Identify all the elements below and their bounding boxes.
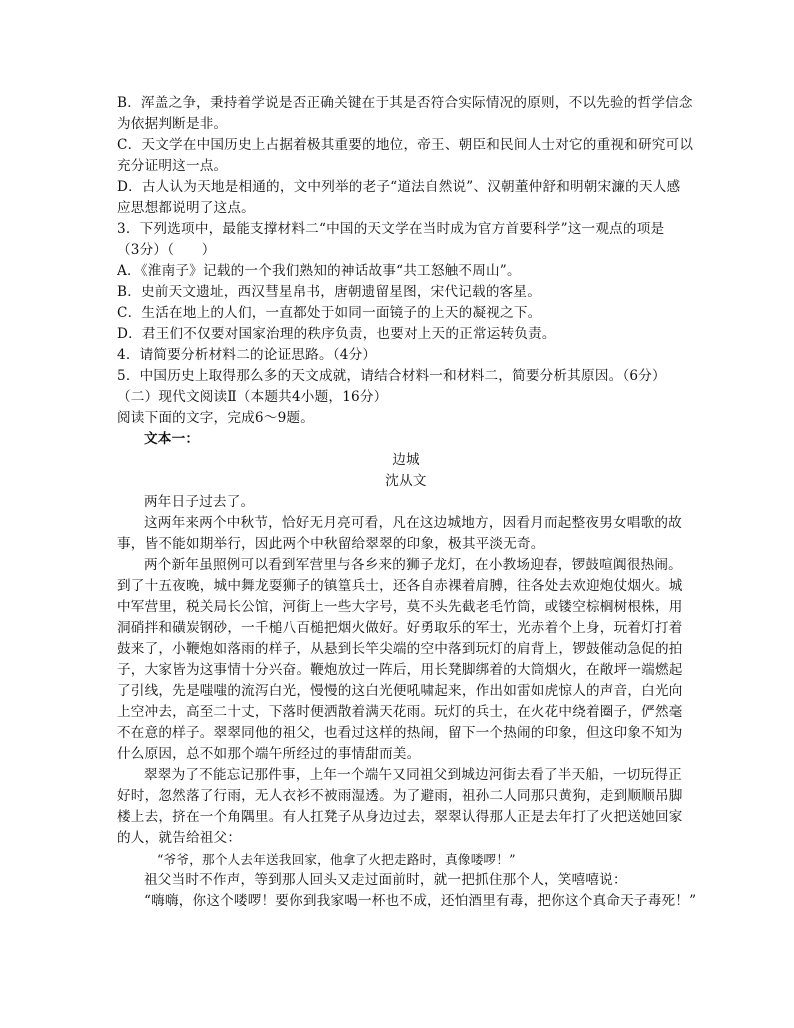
- passage-line: 事，皆不能如期举行，因此两个中秋留给翠翠的印象，极其平淡无奇。: [117, 536, 545, 552]
- passage-line: 不在意的样子。翠翠同他的祖父，也看过这样的热闹，留下一个热闹的印象，但这印象不知为: [117, 725, 683, 741]
- passage-line: 祖父当时不作声，等到那人回头又走过面前时，就一把抓住那个人，笑嘻嘻说：: [144, 872, 627, 888]
- passage-title: 边城: [392, 452, 420, 468]
- passage-line: 到了十五夜晚，城中舞龙耍狮子的镇篁兵士，还各自赤裸着肩膊，往各处去欢迎炮仗烟火。城: [117, 578, 683, 594]
- passage-body: [117, 492, 695, 912]
- passage-line: 中军营里，税关局长公馆，河街上一些大字号，莫不头先截老毛竹筒，或镂空棕榈树根株，用: [117, 599, 683, 615]
- passage-line: 了引线，先是嗤嗤的流泻白光，慢慢的这白光便吼啸起来，作出如雷如虎惊人的声音，白光向: [117, 683, 683, 699]
- q3-option-b: B．史前天文遗址，西汉彗星帛书，唐朝遗留星图，宋代记载的客星。: [117, 284, 541, 300]
- q3-option-c: C．生活在地上的人们，一直都处于如同一面镜子的上天的凝视之下。: [117, 305, 542, 321]
- passage-author: 沈从文: [385, 473, 427, 489]
- q2-option-d-line2: 应思想都说明了这点。: [117, 200, 255, 216]
- passage-line: “嗨嗨，你这个喽啰！要你到我家喝一杯也不成，还怕酒里有毒，把你这个真命天子毒死！”: [144, 893, 697, 909]
- passage-line: 两个新年虽照例可以看到军营里与各乡来的狮子龙灯，在小教场迎春，锣鼓喧阗很热闹。: [144, 557, 682, 573]
- text-one-label: 文本一：: [144, 431, 200, 447]
- document-page: [117, 93, 695, 912]
- section2-heading: （二）现代文阅读Ⅱ（本题共4小题，16分）: [117, 389, 388, 405]
- passage-line: 翠翠为了不能忘记那件事，上年一个端午又同祖父到城边河街去看了半天船，一切玩得正: [144, 767, 682, 783]
- q5-stem: 5．中国历史上取得那么多的天文成就，请结合材料一和材料二，简要分析其原因。（6分）: [117, 368, 666, 384]
- q2-option-c-line2: 充分证明这一点。: [117, 158, 228, 174]
- q3-stem-line1: 3．下列选项中，最能支撑材料二“中国的天文学在当时成为官方首要科学”这一观点的项是: [117, 221, 665, 237]
- q4-stem: 4．请简要分析材料二的论证思路。（4分）: [117, 347, 377, 363]
- passage-line: 子，大家皆为这事情十分兴奋。鞭炮放过一阵后，用长凳脚绑着的大筒烟火，在敞坪一端燃起: [117, 662, 683, 678]
- q3-option-d: D．君王们不仅要对国家治理的秩序负责，也要对上天的正常运转负责。: [117, 326, 556, 342]
- passage-line: 好时，忽然落了行雨，无人衣衫不被雨湿透。为了避雨，祖孙二人同那只黄狗，走到顺顺吊脚: [117, 788, 683, 804]
- passage-line: 上空冲去，高至二十丈，下落时便洒散着满天花雨。玩灯的兵士，在火花中绕着圈子，俨然毫: [117, 704, 683, 720]
- q3-stem-line2: （3分）（ ）: [117, 242, 216, 258]
- q2-option-b-line1: B．浑盖之争，秉持着学说是否正确关键在于其是否符合实际情况的原则，不以先验的哲学信念: [117, 95, 693, 111]
- passage-line: 的人，就告给祖父：: [117, 830, 242, 846]
- passage-line: 洞硝拌和磺炭钢砂，一千槌八百槌把烟火做好。好勇取乐的军士，光赤着个上身，玩着灯打着: [117, 620, 683, 636]
- passage-line: 这两年来两个中秋节，恰好无月亮可看，凡在这边城地方，因看月而起整夜男女唱歌的故: [144, 515, 682, 531]
- passage-line: “爷爷，那个人去年送我回家，他拿了火把走路时，真像喽啰！”: [157, 852, 516, 867]
- passage-line: 鼓来了，小鞭炮如落雨的样子，从悬到长竿尖端的空中落到玩灯的肩背上，锣鼓催动急促的拍: [117, 641, 683, 657]
- q3-option-a: A．《淮南子》记载的一个我们熟知的神话故事“共工怒触不周山”。: [117, 263, 521, 279]
- passage-line: 楼上去，挤在一个角隅里。有人扛凳子从身边过去，翠翠认得那人正是去年打了火把送她回家: [117, 809, 683, 825]
- q2-option-d-line1: D．古人认为天地是相通的，文中列举的老子“道法自然说”、汉朝董仲舒和明朝宋濂的天人感: [117, 179, 681, 195]
- section2-instruction: 阅读下面的文字，完成6～9题。: [117, 410, 315, 426]
- q2-option-b-line2: 为依据判断是非。: [117, 116, 228, 132]
- passage-line: 什么原因，总不如那个端午所经过的事情甜而美。: [117, 746, 421, 762]
- q2-option-c-line1: C．天文学在中国历史上占据着极其重要的地位，帝王、朝臣和民间人士对它的重视和研究可以: [117, 137, 694, 153]
- passage-line: 两年日子过去了。: [144, 494, 255, 510]
